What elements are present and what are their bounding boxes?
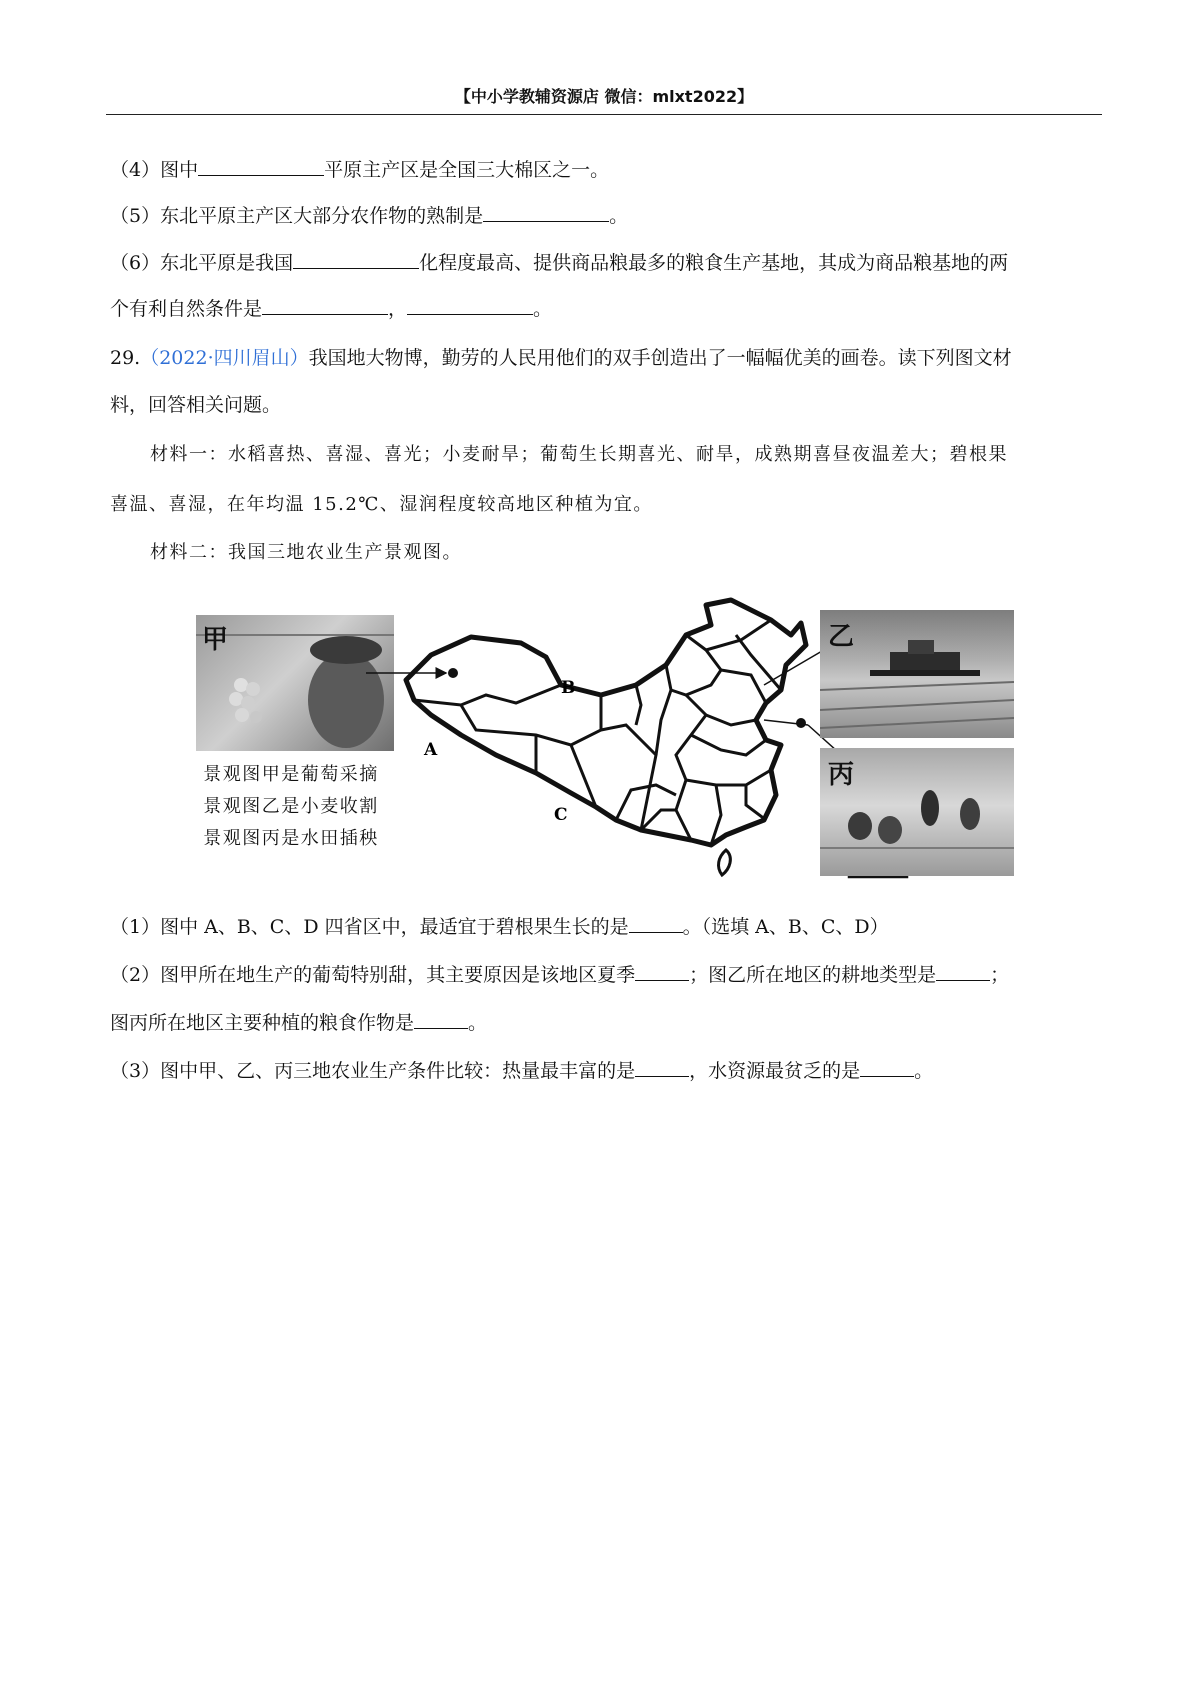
caption-jia: 景观图甲是葡萄采摘: [203, 764, 379, 785]
answer-blank[interactable]: [635, 960, 689, 981]
subquestion-2-line-1: （2）图甲所在地生产的葡萄特别甜，其主要原因是该地区夏季 ；图乙所在地区的耕地类型是 ；: [110, 960, 1009, 990]
question-6-line-1: （6）东北平原是我国 化程度最高、提供商品粮最多的粮食生产基地，其成为商品粮基地的两: [110, 248, 1008, 278]
question-6-line-2: 个有利自然条件是 ， 。: [110, 294, 552, 324]
photo-bing-rice-transplanting: [820, 748, 1014, 876]
subquestion-2-line-2: 图丙所在地区主要种植的粮食作物是 。: [110, 1008, 487, 1038]
answer-blank[interactable]: [293, 248, 419, 269]
answer-blank[interactable]: [860, 1056, 914, 1077]
map-label-b: B: [561, 678, 576, 698]
answer-blank[interactable]: [483, 201, 609, 222]
subquestion-1: （1）图中 A、B、C、D 四省区中，最适宜于碧根果生长的是 。（选填 A、B、C、D）: [110, 912, 889, 942]
material-1-line-2: 喜温、喜湿，在年均温 15.2℃、湿润程度较高地区种植为宜。: [110, 494, 653, 515]
page-header: 【中小学教辅资源店 微信：mlxt2022】: [454, 87, 754, 106]
answer-blank[interactable]: [635, 1056, 689, 1077]
landscape-figure: [196, 595, 1016, 885]
photo-yi-label: 乙: [828, 622, 855, 652]
photo-bing-label: 丙: [828, 760, 855, 790]
caption-yi: 景观图乙是小麦收割: [203, 796, 379, 817]
question-source: （2022·四川眉山）: [140, 347, 309, 369]
answer-blank[interactable]: [407, 294, 533, 315]
map-label-a: A: [424, 740, 438, 760]
subquestion-3: （3）图中甲、乙、丙三地农业生产条件比较：热量最丰富的是 ，水资源最贫乏的是 。: [110, 1056, 933, 1086]
header-rule: [106, 114, 1102, 115]
map-label-c: C: [554, 805, 568, 825]
question-4-line: （4）图中 平原主产区是全国三大棉区之一。: [110, 155, 609, 185]
answer-blank[interactable]: [262, 294, 388, 315]
question-29-stem-2: 料，回答相关问题。: [110, 394, 282, 416]
question-5-line: （5）东北平原主产区大部分农作物的熟制是 。: [110, 201, 628, 231]
material-2-line: 材料二：我国三地农业生产景观图。: [150, 542, 462, 563]
question-number: 29.: [110, 347, 141, 369]
material-1-line-1: 材料一：水稻喜热、喜湿、喜光；小麦耐旱；葡萄生长期喜光、耐旱，成熟期喜昼夜温差大；碧根果: [150, 444, 1008, 465]
answer-blank[interactable]: [936, 960, 990, 981]
answer-blank[interactable]: [629, 912, 683, 933]
caption-bing: 景观图丙是水田插秧: [203, 828, 379, 849]
question-29-stem-1: 29.（2022·四川眉山）我国地大物博，勤劳的人民用他们的双手创造出了一幅幅优美的画卷。读下列图文材: [110, 347, 1012, 369]
photo-yi-wheat-harvest: [820, 610, 1014, 738]
photo-jia-label: 甲: [202, 625, 229, 655]
answer-blank[interactable]: [198, 155, 324, 176]
answer-blank[interactable]: [414, 1008, 468, 1029]
